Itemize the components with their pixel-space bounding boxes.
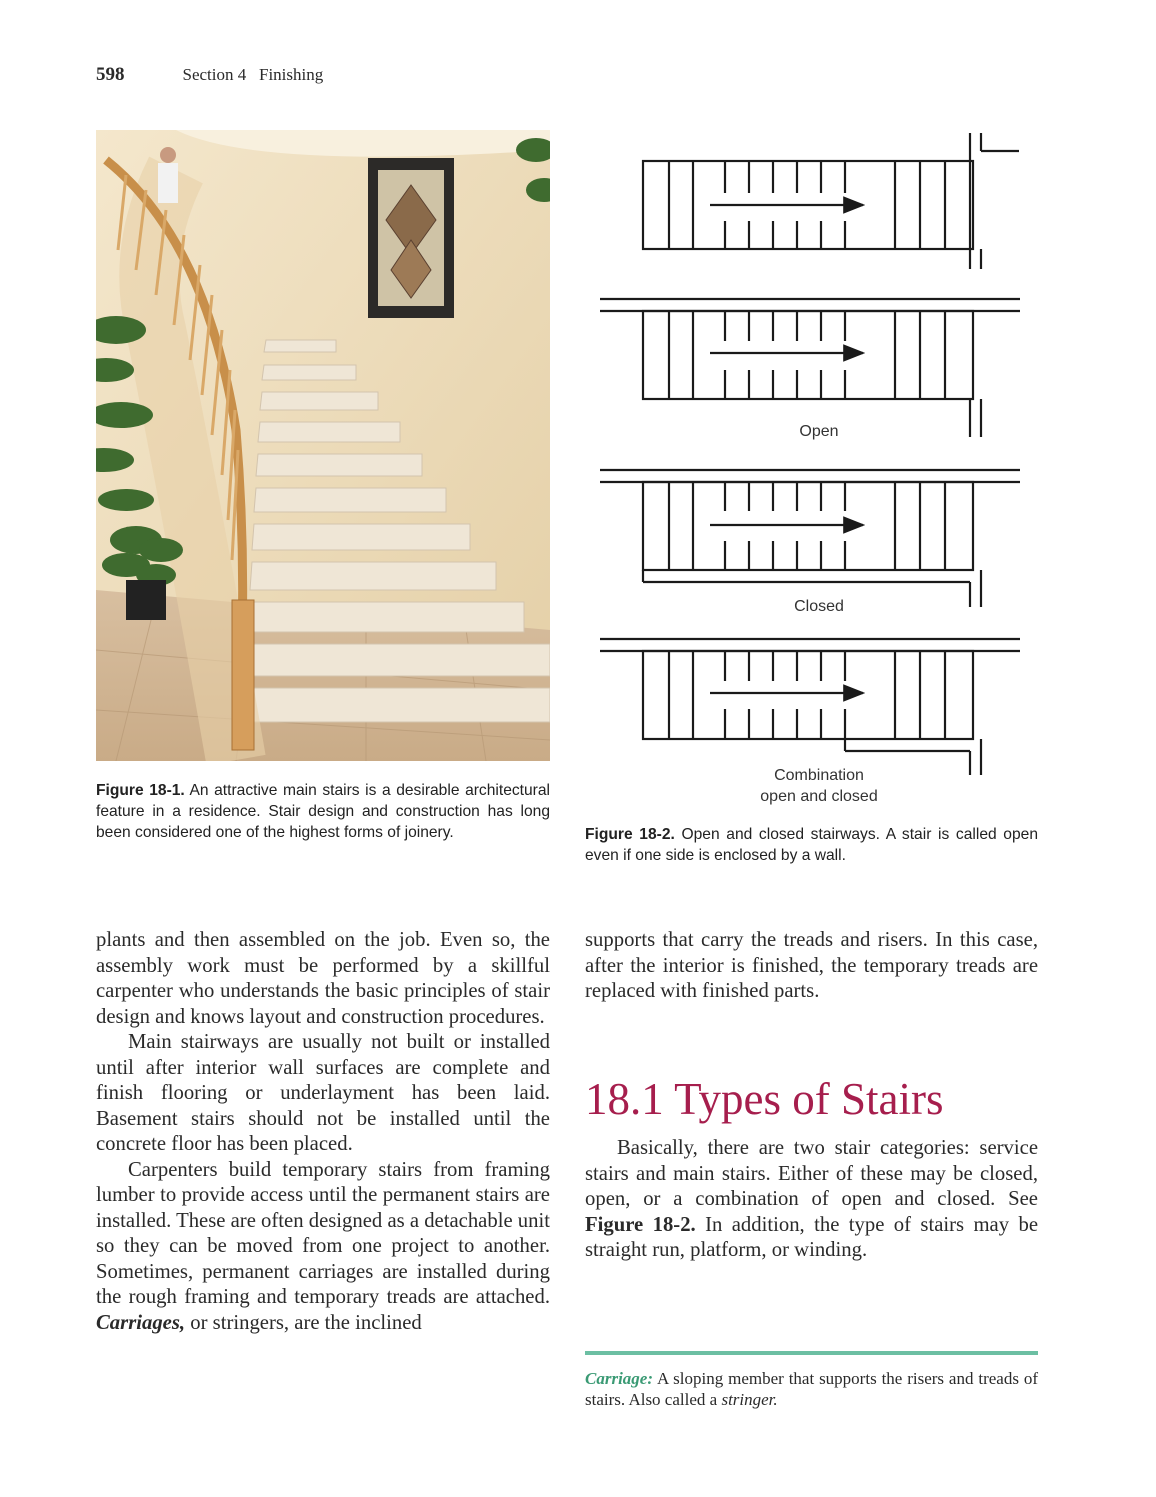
paragraph <box>585 1136 1038 1264</box>
combination-label-line2: open and closed <box>760 788 878 805</box>
closed-stair-diagram <box>600 470 1020 607</box>
paragraph-text: Carpenters build temporary stairs from framing lumber to provide access until the permanent stairs are installed. These are often designed as a detachable unit so they can be moved from one project to another. Sometimes, permanent carriages are installed during the rough framing and temporary treads are attached. <box>96 1158 550 1308</box>
page-number: 598 <box>96 64 125 85</box>
paragraph-text: In addition, the type of stairs may be straight run, platform, or winding. <box>585 1213 1038 1261</box>
glossary-entry <box>585 1368 1038 1410</box>
closed-label: Closed <box>794 598 844 615</box>
paragraph: Main stairways are usually not built or installed until after interior wall surfaces are complete and finish flooring or underlayment has been laid. Basement stairs should not be installed until the concrete floor has been placed. <box>96 1031 550 1155</box>
paragraph: supports that carry the treads and risers. In this case, after the interior is finished, the temporary treads are replaced with finished parts. <box>585 929 1038 1002</box>
section-title: Section 4 Finishing <box>182 65 324 84</box>
figure-2-caption <box>585 824 1038 866</box>
open-stair-diagram-top <box>643 133 1019 269</box>
figure-2-caption-text: Open and closed stairways. A stair is called open even if one side is enclosed by a wall. <box>585 826 1038 864</box>
left-column <box>96 928 550 1336</box>
glossary-alt-term: stringer. <box>721 1390 778 1409</box>
glossary-term: Carriage: <box>585 1369 653 1388</box>
figure-1-caption-text: An attractive main stairs is a desirable architectural feature in a residence. Stair design and construction has long been considered one of the highest forms of joinery. <box>96 782 550 841</box>
open-label: Open <box>799 423 839 440</box>
right-column <box>585 928 1038 1005</box>
paragraph-text: or stringers, are the inclined <box>185 1311 422 1334</box>
figure-1-caption <box>96 780 550 843</box>
glossary-rule <box>585 1351 1038 1355</box>
paragraph: plants and then assembled on the job. Even so, the assembly work must be performed by a skillful carpenter who understands the basic principles of stair design and knows layout and construction procedures. <box>96 929 550 1028</box>
figure-2-label: Figure 18-2. <box>585 826 675 843</box>
right-column-section <box>585 1136 1038 1264</box>
figure-reference: Figure 18-2. <box>585 1213 696 1236</box>
stairway-diagram <box>585 125 1035 815</box>
paragraph-text: Basically, there are two stair categories: service stairs and main stairs. Either of these may be closed, open, or a combination of open and closed. See <box>585 1137 1038 1210</box>
glossary-definition: A sloping member that supports the risers and treads of stairs. Also called a <box>585 1369 1038 1409</box>
figure-1-label: Figure 18-1. <box>96 782 185 799</box>
running-header <box>96 64 323 86</box>
staircase-photo <box>96 130 550 761</box>
paragraph <box>96 1158 550 1337</box>
combination-stair-diagram <box>600 639 1020 775</box>
combination-label-line1: Combination <box>774 767 864 784</box>
open-stair-diagram <box>600 299 1020 437</box>
term-carriages: Carriages, <box>96 1311 186 1334</box>
section-heading: 18.1 Types of Stairs <box>585 1074 944 1124</box>
